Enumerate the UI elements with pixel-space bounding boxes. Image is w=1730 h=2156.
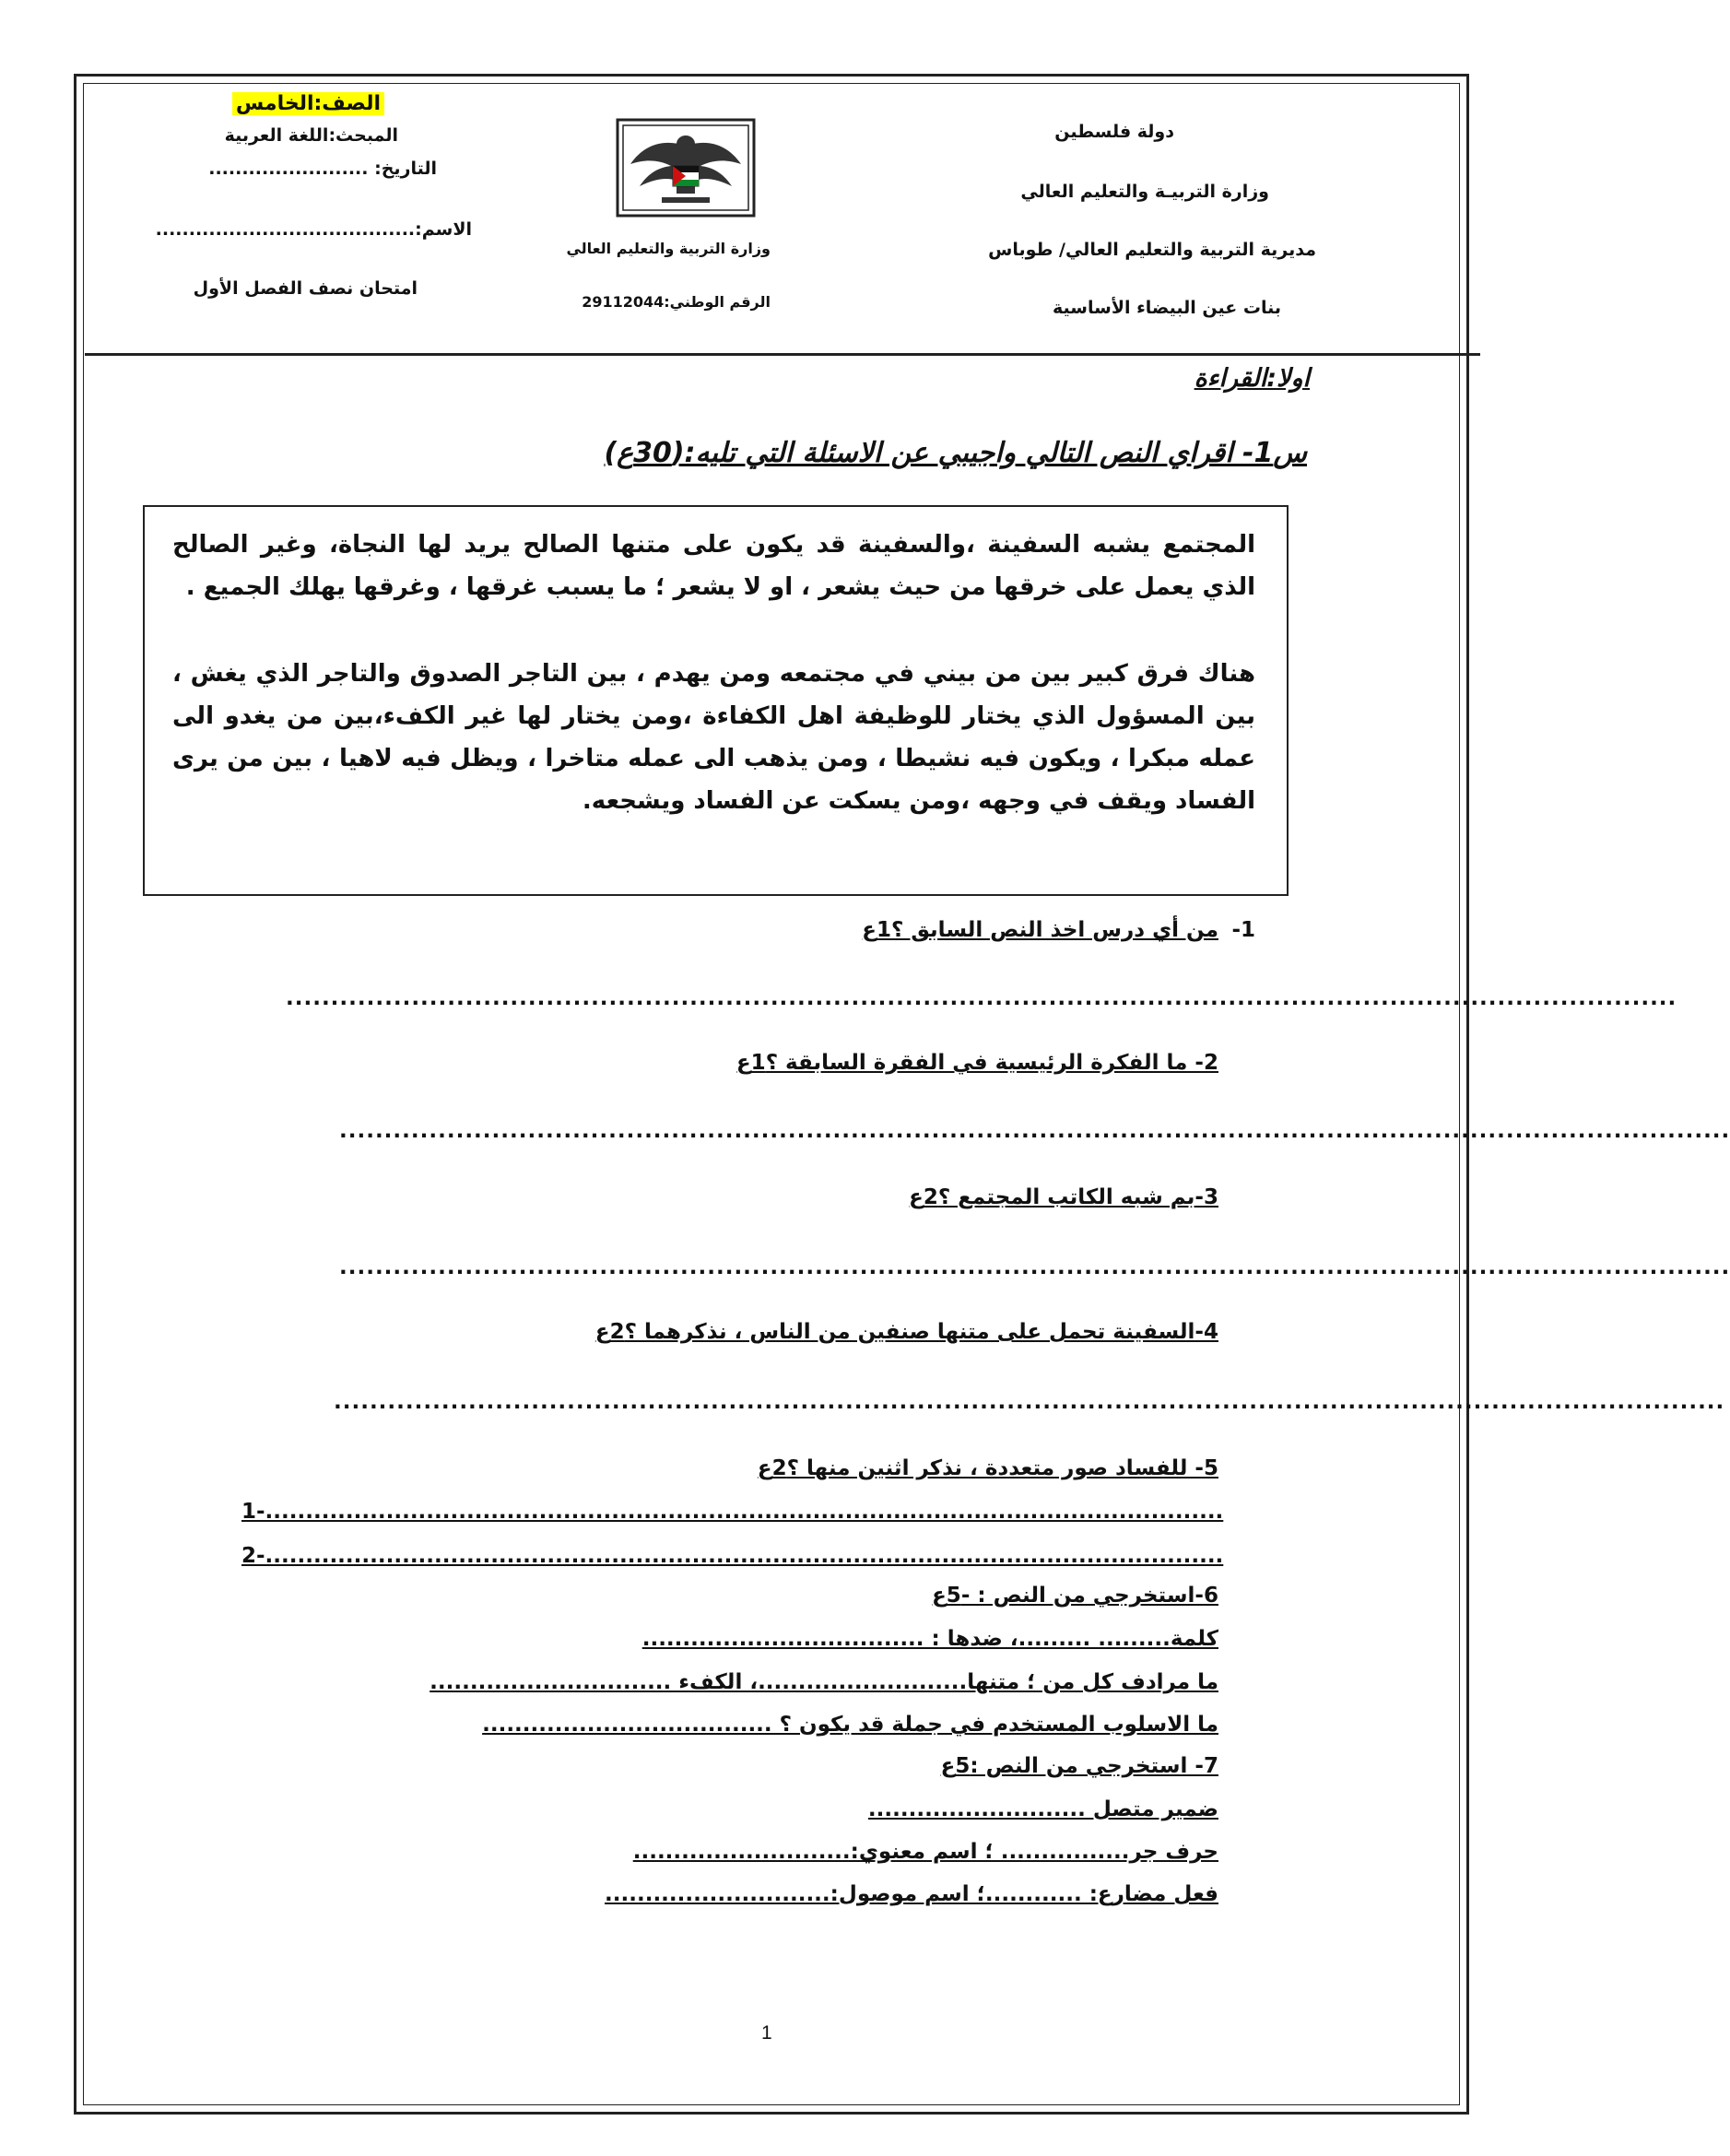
page-number: 1 [761,2022,772,2044]
question-6-word-antonym[interactable]: كلمة......... .........، ضدها : ................................... [641,1627,1218,1651]
header-state: دولة فلسطين [1054,122,1174,142]
question-2-text: 2- ما الفكرة الرئيسية في الفقرة السابقة ؟1ع [736,1051,1218,1075]
header-ministry: وزارة التربيـة والتعليم العالي [1020,182,1269,202]
question-7-text: 7- استخرجي من النص :5ع [940,1754,1218,1778]
question-1-heading: س1- اقراي النص التالي واجيبي عن الاسئلة التي تليه:(30ع) [604,437,1307,469]
question-1-number: -1 [1231,918,1255,942]
question-5-answer-1[interactable]: 1-....................................................................................................................... [241,1500,1224,1524]
question-6-style[interactable]: ما الاسلوب المستخدم في جملة قد يكون ؟ .................................... [482,1713,1218,1737]
national-number: الرقم الوطني:29112044 [582,293,771,311]
name-field: الاسم:....................................... [155,219,472,240]
grade-label: الصف:الخامس [232,92,384,115]
question-6-synonyms[interactable]: ما مرادف كل من ؛ متنها..........................، الكفء .............................. [430,1670,1218,1694]
section-title: اولا:القراءة [1194,364,1310,393]
subject-label: المبحث:اللغة العربية [224,125,398,146]
question-1-text: من أي درس اخذ النص السابق ؟1ع [862,918,1218,942]
ministry-emblem-logo [616,118,756,218]
question-7-preposition-noun[interactable]: حرف جر................ ؛ اسم معنوي:........................... [632,1840,1218,1864]
header-divider [85,353,1480,356]
question-7-pronoun[interactable]: ضمير متصل ........................... [867,1797,1218,1821]
header-directorate: مديرية التربية والتعليم العالي/ طوباس [988,240,1316,260]
answer-line-4[interactable]: ........................................................................................................................................................... [334,1390,1725,1414]
date-field: التاريخ: ........................ [208,159,437,179]
center-ministry: وزارة التربية والتعليم العالي [566,240,771,257]
question-3-text: 3-بم شبه الكاتب المجتمع ؟2ع [909,1185,1218,1209]
answer-line-1[interactable]: ........................................................................................................................................................... [286,986,1677,1010]
question-4-text: 4-السفينة تحمل على متنها صنفين من الناس ، نذكرهما ؟2ع [594,1320,1218,1344]
question-7-verb-relative[interactable]: فعل مضارع: ............؛ اسم موصول:............................ [605,1882,1218,1906]
exam-title: امتحان نصف الفصل الأول [193,278,418,299]
header-school: بنات عين البيضاء الأساسية [1053,298,1281,318]
passage-paragraph-1: المجتمع يشبه السفينة ،والسفينة قد يكون على متنها الصالح يريد لها النجاة، وغير الصالح الذي يعمل على خرقها من حيث يشعر ، او لا يشعر ؛ ما يسبب غرقها ، وغرقها يهلك الجميع . [172,531,1255,601]
answer-line-2[interactable]: ........................................................................................................................................................... [339,1119,1730,1143]
question-6-text: 6-استخرجي من النص : -5ع [932,1584,1218,1608]
question-5-answer-2[interactable]: 2-....................................................................................................................... [241,1544,1224,1568]
passage-paragraph-2: هناك فرق كبير بين من بيني في مجتمعه ومن يهدم ، بين التاجر الصدوق والتاجر الذي يغش ، بين المسؤول الذي يختار للوظيفة اهل الكفاءة ،ومن يختار لها غير الكفء،بين من يغدو الى عمله مبكرا ، ويكون فيه نشيطا ، ومن يذهب الى عمله متاخرا ، ويظل فيه لاهيا ، بين من يرى الفساد ويقف في وجهه ،ومن يسكت عن الفساد ويشجعه. [172,660,1255,815]
reading-passage-box [143,505,1289,896]
answer-line-3[interactable]: ........................................................................................................................................................... [339,1255,1730,1279]
question-5-text: 5- للفساد صور متعددة ، نذكر اثنين منها ؟2ع [757,1456,1218,1480]
